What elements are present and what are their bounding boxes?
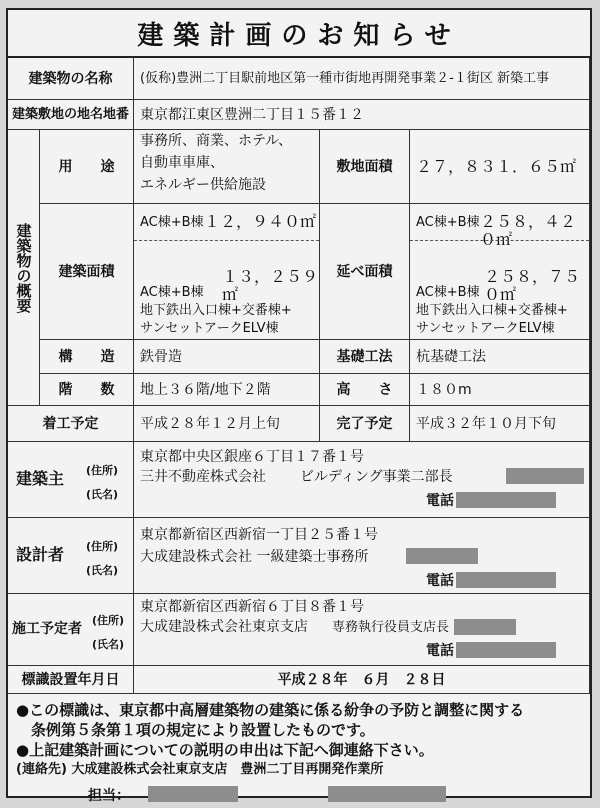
notes-section bbox=[8, 694, 590, 804]
note-line: ●上記建築計画についての説明の申出は下記へ御連絡下さい。 bbox=[16, 741, 434, 759]
building-area-line: 地下鉄出入口棟+交番棟+ bbox=[140, 303, 292, 318]
note-line: 条例第５条第１項の規定により設置したものです。 bbox=[16, 721, 375, 739]
building-area-total-value: １３，２５９㎡ bbox=[222, 267, 319, 304]
designer-label-cell bbox=[8, 518, 134, 594]
floor-area-total-value: ２５８，７５０㎡ bbox=[484, 267, 581, 304]
use-line: 事務所、商業、ホテル、 bbox=[140, 133, 293, 149]
note-line: ●この標識は、東京都中高層建築物の建築に係る紛争の予防と調整に関する bbox=[16, 701, 525, 719]
contractor-company: 大成建設株式会社東京支店 bbox=[140, 619, 308, 635]
contractor-label-cell bbox=[8, 594, 134, 666]
structure-value: 鉄骨造 bbox=[134, 340, 320, 374]
site-area-value: ２７，８３１．６５㎡ bbox=[410, 130, 590, 204]
sign-date-value: 平成２８年 ６月 ２８日 bbox=[134, 666, 590, 694]
dashed-divider bbox=[410, 240, 589, 241]
contractor-name-tag: (氏名) bbox=[92, 638, 125, 651]
redacted-phone bbox=[456, 572, 556, 588]
height-label: 高 さ bbox=[320, 374, 410, 406]
floors-label: 階 数 bbox=[40, 374, 134, 406]
designer-tel-label: 電話 bbox=[426, 573, 454, 589]
owner-label: 建築主 bbox=[16, 469, 65, 488]
designer-company: 大成建設株式会社 一級建築士事務所 bbox=[140, 549, 369, 565]
owner-label-cell bbox=[8, 442, 134, 518]
building-area-ab-label: AC棟+B棟 bbox=[140, 215, 204, 230]
building-area-label: 建築面積 bbox=[40, 204, 134, 340]
foundation-label: 基礎工法 bbox=[320, 340, 410, 374]
owner-company: 三井不動産株式会社 bbox=[140, 469, 266, 485]
sign-date-label: 標識設置年月日 bbox=[8, 666, 134, 694]
height-value: １８０m bbox=[410, 374, 590, 406]
floor-area-value bbox=[410, 204, 590, 340]
designer-address: 東京都新宿区西新宿一丁目２５番１号 bbox=[140, 527, 378, 543]
redacted-name bbox=[406, 548, 478, 564]
designer-name-tag: (氏名) bbox=[86, 564, 119, 577]
building-area-ab-value: １２，９４０㎡ bbox=[204, 212, 317, 231]
building-area-line: AC棟+B棟 bbox=[140, 285, 204, 300]
redacted-name bbox=[454, 619, 516, 635]
contact-person-label: 担当： bbox=[88, 788, 130, 804]
redacted-phone bbox=[456, 492, 556, 508]
contractor-label: 施工予定者 bbox=[12, 621, 82, 637]
floor-area-ab-value: ２５８，４２０㎡ bbox=[480, 212, 577, 249]
floor-area-line: 地下鉄出入口棟+交番棟+ bbox=[416, 303, 568, 318]
structure-label: 構 造 bbox=[40, 340, 134, 374]
owner-info bbox=[134, 442, 590, 518]
page-title: 建築計画のお知らせ bbox=[8, 10, 590, 58]
use-value bbox=[134, 130, 320, 204]
contractor-dept: 専務執行役員支店長 bbox=[332, 620, 450, 635]
note-line: (連絡先) 大成建設株式会社東京支店 豊洲二丁目再開発作業所 bbox=[16, 762, 384, 777]
start-value: 平成２８年１２月上旬 bbox=[134, 406, 320, 442]
address-label: 建築敷地の地名地番 bbox=[8, 100, 134, 130]
address-value: 東京都江東区豊洲二丁目１５番１２ bbox=[134, 100, 590, 130]
redacted-contact-2 bbox=[328, 786, 446, 802]
designer-info bbox=[134, 518, 590, 594]
floor-area-ab-label: AC棟+B棟 bbox=[416, 215, 480, 230]
use-line: エネルギー供給施設 bbox=[140, 177, 266, 193]
floors-value: 地上３６階/地下２階 bbox=[134, 374, 320, 406]
foundation-value: 杭基礎工法 bbox=[410, 340, 590, 374]
use-label: 用 途 bbox=[40, 130, 134, 204]
owner-tel-label: 電話 bbox=[426, 493, 454, 509]
redacted-name bbox=[506, 468, 584, 484]
contractor-address: 東京都新宿区西新宿６丁目８番１号 bbox=[140, 599, 364, 615]
site-area-label: 敷地面積 bbox=[320, 130, 410, 204]
dashed-divider bbox=[134, 240, 319, 241]
floor-area-label: 延べ面積 bbox=[320, 204, 410, 340]
owner-name-tag: (氏名) bbox=[86, 488, 119, 501]
finish-value: 平成３２年１０月下旬 bbox=[410, 406, 590, 442]
designer-label: 設計者 bbox=[16, 545, 65, 564]
name-label: 建築物の名称 bbox=[8, 58, 134, 100]
contractor-tel-label: 電話 bbox=[426, 643, 454, 659]
owner-address-tag: (住所) bbox=[86, 464, 119, 477]
start-label: 着工予定 bbox=[8, 406, 134, 442]
building-area-line: サンセットアークELV棟 bbox=[140, 321, 279, 336]
owner-dept: ビルディング事業二部長 bbox=[300, 469, 453, 485]
floor-area-line: サンセットアークELV棟 bbox=[416, 321, 555, 336]
floor-area-line: AC棟+B棟 bbox=[416, 285, 480, 300]
redacted-phone bbox=[456, 642, 556, 658]
owner-address: 東京都中央区銀座６丁目１７番１号 bbox=[140, 449, 364, 465]
contractor-info bbox=[134, 594, 590, 666]
notice-board bbox=[6, 8, 592, 804]
designer-address-tag: (住所) bbox=[86, 540, 119, 553]
use-line: 自動車車庫、 bbox=[140, 155, 224, 171]
finish-label: 完了予定 bbox=[320, 406, 410, 442]
contractor-address-tag: (住所) bbox=[92, 614, 125, 627]
overview-label: 建築物の概要 bbox=[8, 130, 40, 406]
name-value: (仮称)豊洲二丁目駅前地区第一種市街地再開発事業２-１街区 新築工事 bbox=[134, 58, 590, 100]
redacted-contact bbox=[148, 786, 238, 802]
building-area-value bbox=[134, 204, 320, 340]
